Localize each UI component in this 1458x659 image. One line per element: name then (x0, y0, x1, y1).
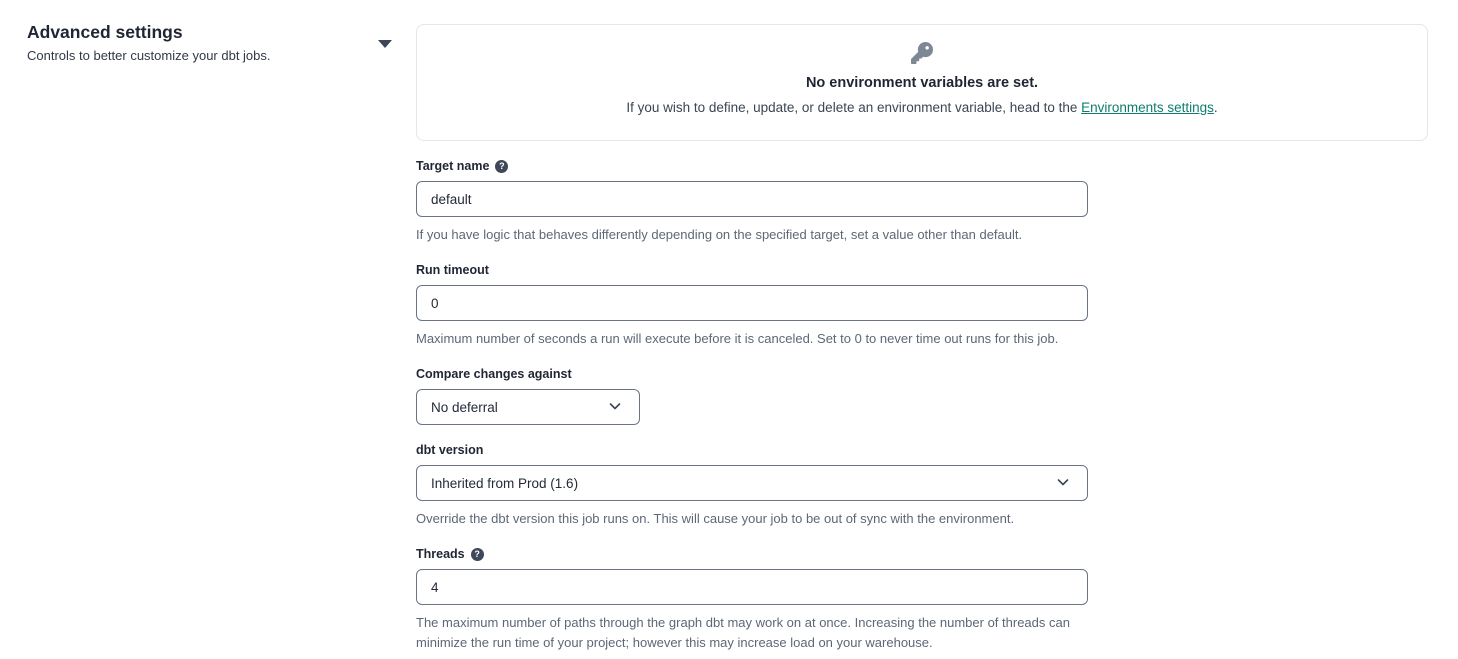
threads-input[interactable] (416, 569, 1088, 605)
target-name-label: Target name (416, 159, 490, 173)
run-timeout-label: Run timeout (416, 263, 489, 277)
field-threads (416, 547, 1428, 653)
target-name-input[interactable] (416, 181, 1088, 217)
dbt-version-label: dbt version (416, 443, 484, 457)
compare-changes-label: Compare changes against (416, 367, 572, 381)
collapse-triangle-icon[interactable] (378, 40, 392, 48)
page-subtitle: Controls to better customize your dbt jobs. (27, 48, 271, 63)
field-compare-changes (416, 367, 1428, 425)
env-variables-banner (416, 24, 1428, 141)
settings-form (416, 0, 1428, 653)
threads-helper: The maximum number of paths through the graph dbt may work on at once. Increasing the number of threads can minimize the run time of your project; however this may increase load on your warehouse. (416, 615, 1070, 650)
key-icon (911, 42, 933, 69)
threads-help-icon[interactable]: ? (471, 548, 484, 561)
compare-changes-label-row (416, 367, 1428, 382)
settings-header (0, 0, 416, 653)
heading-block (27, 21, 271, 64)
target-name-help-icon[interactable]: ? (495, 160, 508, 173)
compare-changes-select[interactable] (416, 389, 640, 425)
page-title: Advanced settings (27, 22, 183, 42)
run-timeout-helper: Maximum number of seconds a run will execute before it is canceled. Set to 0 to never time out runs for this job. (416, 331, 1059, 346)
threads-label-row (416, 547, 1428, 562)
dbt-version-selected-value: Inherited from Prod (1.6) (431, 475, 579, 491)
dbt-version-select[interactable] (416, 465, 1088, 501)
environments-settings-link[interactable]: Environments settings (1081, 100, 1214, 115)
env-banner-body-suffix: . (1213, 100, 1218, 115)
run-timeout-input[interactable] (416, 285, 1088, 321)
env-banner-body (437, 99, 1407, 117)
chevron-down-icon (607, 398, 623, 417)
target-name-label-row (416, 159, 1428, 174)
chevron-down-icon (1055, 474, 1071, 493)
dbt-version-label-row (416, 443, 1428, 458)
env-banner-body-prefix: If you wish to define, update, or delete an environment variable, head to the (626, 100, 1082, 115)
threads-label: Threads (416, 547, 465, 561)
field-target-name (416, 159, 1428, 245)
env-banner-heading: No environment variables are set. (805, 75, 1039, 91)
run-timeout-label-row (416, 263, 1428, 278)
target-name-helper: If you have logic that behaves differently depending on the specified target, set a value other than default. (416, 227, 1023, 242)
field-run-timeout (416, 263, 1428, 349)
field-dbt-version (416, 443, 1428, 529)
compare-changes-selected-value: No deferral (431, 399, 498, 415)
dbt-version-helper: Override the dbt version this job runs on. This will cause your job to be out of sync with the environment. (416, 511, 1015, 526)
